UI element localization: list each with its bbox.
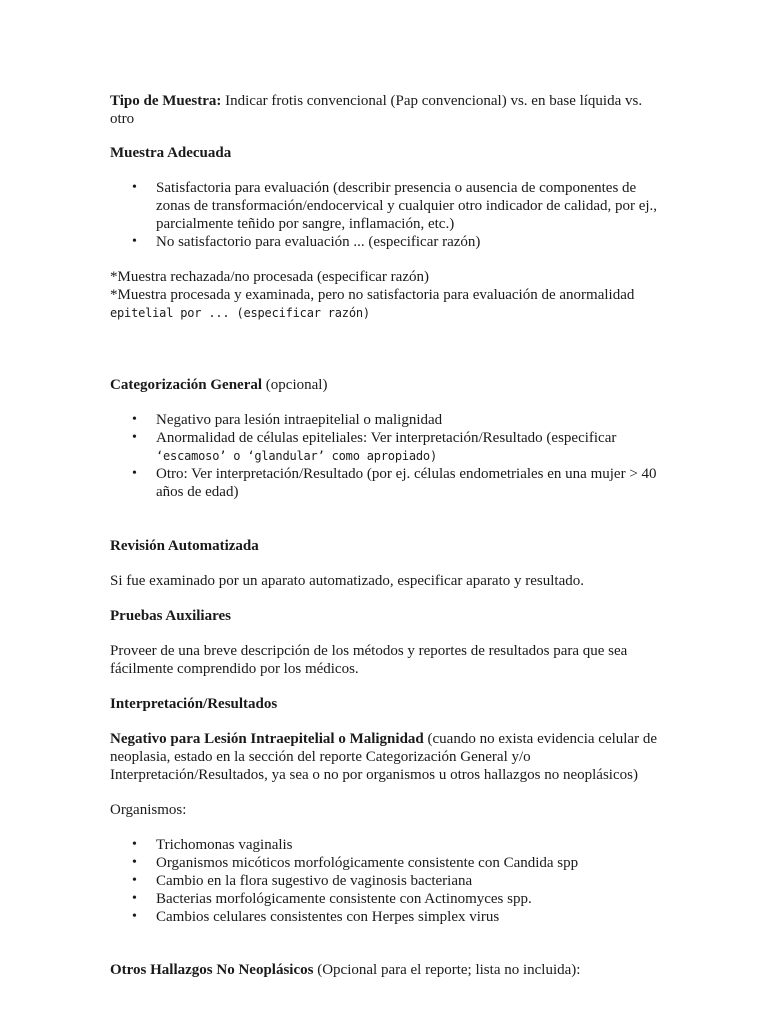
otros-hallazgos-text: (Opcional para el reporte; lista no incluida): <box>313 962 581 978</box>
categorizacion-title: Categorización General <box>110 377 263 393</box>
list-item: • Trichomonas vaginalis <box>110 836 658 854</box>
otros-hallazgos-paragraph <box>110 961 658 979</box>
muestra-adecuada-list <box>110 179 658 251</box>
procesada-note-mono: epitelial por ... (especificar razón) <box>110 306 370 320</box>
categorizacion-item2-text: Anormalidad de células epiteliales: Ver interpretación/Resultado (especificar <box>156 430 617 446</box>
list-item: • Satisfactoria para evaluación (describir presencia o ausencia de componentes de zonas de transformación/endocervical y cualquier otro indicador de calidad, por ej., parcialmente teñido por sangre, inflamación, etc.) <box>110 179 658 233</box>
negativo-bold: Negativo para Lesión Intraepitelial o Malignidad <box>110 731 424 747</box>
list-item: • Otro: Ver interpretación/Resultado (por ej. células endometriales en una mujer > 40 años de edad) <box>110 465 658 501</box>
categorizacion-suffix: (opcional) <box>262 377 328 393</box>
rechazada-note: *Muestra rechazada/no procesada (especificar razón) <box>110 269 429 285</box>
muestra-adecuada-heading: Muestra Adecuada <box>110 145 232 161</box>
revision-text: Si fue examinado por un aparato automatizado, especificar aparato y resultado. <box>110 573 584 589</box>
categorizacion-item2-mono: ‘escamoso’ o ‘glandular’ como apropiado) <box>156 449 437 463</box>
tipo-muestra-label: Tipo de Muestra: <box>110 93 222 109</box>
list-item: • Cambio en la flora sugestivo de vaginosis bacteriana <box>110 872 658 890</box>
organismos-label: Organismos: <box>110 802 187 818</box>
list-item <box>110 429 658 465</box>
procesada-note-text: *Muestra procesada y examinada, pero no satisfactoria para evaluación de anormalidad <box>110 287 635 303</box>
tipo-muestra-paragraph <box>110 92 658 128</box>
organismos-list <box>110 836 658 926</box>
otros-hallazgos-title: Otros Hallazgos No Neoplásicos <box>110 962 314 978</box>
tipo-muestra-text: Indicar frotis convencional (Pap convencional) vs. en base líquida vs. otro <box>110 93 643 127</box>
pruebas-heading: Pruebas Auxiliares <box>110 608 231 624</box>
document-page <box>110 92 658 979</box>
interpretacion-heading: Interpretación/Resultados <box>110 696 278 712</box>
list-item: • Organismos micóticos morfológicamente consistente con Candida spp <box>110 854 658 872</box>
negativo-paragraph <box>110 730 658 784</box>
list-item: • No satisfactorio para evaluación ... (especificar razón) <box>110 233 658 251</box>
list-item: • Bacterias morfológicamente consistente con Actinomyces spp. <box>110 890 658 908</box>
categorizacion-list <box>110 411 658 501</box>
list-item: • Cambios celulares consistentes con Herpes simplex virus <box>110 908 658 926</box>
pruebas-text: Proveer de una breve descripción de los métodos y reportes de resultados para que sea fácilmente comprendido por los médicos. <box>110 643 628 677</box>
categorizacion-heading <box>110 376 658 394</box>
list-item: • Negativo para lesión intraepitelial o malignidad <box>110 411 658 429</box>
negativo-text: (cuando no exista evidencia celular de neoplasia, estado en la sección del reporte Categorización General y/o Interpretación/Resultados, ya sea o no por organismos u otros hallazgos no neoplásicos) <box>110 731 657 783</box>
procesada-note <box>110 286 658 322</box>
revision-heading: Revisión Automatizada <box>110 538 259 554</box>
